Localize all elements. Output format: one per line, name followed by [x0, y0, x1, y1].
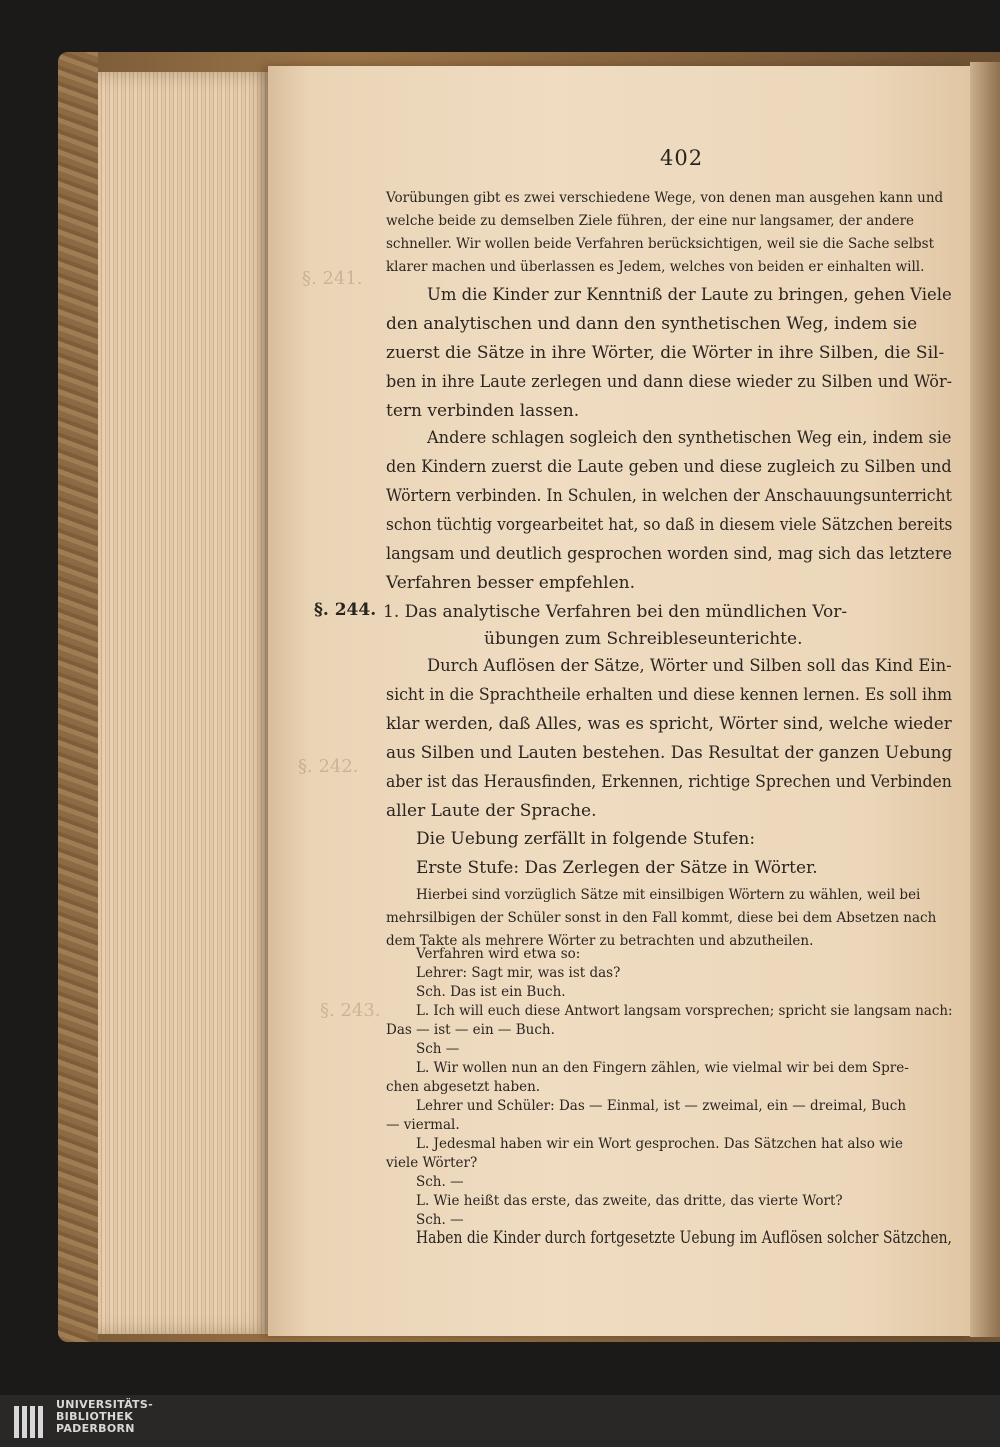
text-line: Erste Stufe: Das Zerlegen der Sätze in Wörter. — [416, 858, 818, 878]
logo-line-2: BIBLIOTHEK — [56, 1410, 134, 1423]
text-line: Vorübungen gibt es zwei verschiedene Wege, von denen man ausgehen kann und — [386, 190, 944, 206]
text-line: dem Takte als mehrere Wörter zu betrachten und abzutheilen. — [386, 933, 814, 949]
text-line: Durch Auflösen der Sätze, Wörter und Silben soll das Kind Ein- — [427, 656, 952, 676]
text-line: Lehrer: Sagt mir, was ist das? — [416, 965, 621, 981]
text-line: 1. Das analytische Verfahren bei den mündlichen Vor- — [383, 602, 848, 622]
book-cover-edge — [58, 52, 98, 1342]
text-line: L. Jedesmal haben wir ein Wort gesprochen. Das Sätzchen hat also wie — [416, 1136, 903, 1152]
text-line: welche beide zu demselben Ziele führen, der eine nur langsamer, der andere — [386, 213, 915, 229]
page-number: 402 — [660, 146, 704, 170]
text-line: langsam und deutlich gesprochen worden sind, mag sich das letztere — [386, 544, 953, 564]
text-line: Verfahren wird etwa so: — [416, 946, 581, 962]
text-line: Sch. — — [416, 1212, 464, 1228]
text-line: schon tüchtig vorgearbeitet hat, so daß in diesem viele Sätzchen bereits — [386, 515, 953, 535]
bleed-through-mark: §. 242. — [298, 756, 359, 777]
text-line: tern verbinden lassen. — [386, 401, 580, 421]
text-line: Sch. — — [416, 1174, 464, 1190]
text-line: L. Ich will euch diese Antwort langsam vorsprechen; spricht sie langsam nach: — [416, 1003, 953, 1019]
text-line: Das — ist — ein — Buch. — [386, 1022, 555, 1038]
text-line: Haben die Kinder durch fortgesetzte Uebung im Auflösen solcher Sätzchen, — [416, 1228, 952, 1248]
text-line: ben in ihre Laute zerlegen und dann diese wieder zu Silben und Wör- — [386, 372, 953, 392]
bleed-through-mark: §. 243. — [320, 1000, 381, 1021]
text-line: viele Wörter? — [386, 1155, 478, 1171]
text-line: Hierbei sind vorzüglich Sätze mit einsilbigen Wörtern zu wählen, weil bei — [416, 887, 921, 903]
text-line: den Kindern zuerst die Laute geben und diese zugleich zu Silben und — [386, 457, 952, 477]
text-line: L. Wir wollen nun an den Fingern zählen, wie vielmal wir bei dem Spre- — [416, 1060, 909, 1076]
text-line: chen abgesetzt haben. — [386, 1079, 541, 1095]
text-line: Sch — — [416, 1041, 460, 1057]
text-line: Lehrer und Schüler: Das — Einmal, ist — zweimal, ein — dreimal, Buch — [416, 1098, 907, 1114]
page-stack — [98, 72, 278, 1334]
text-line: klar werden, daß Alles, was es spricht, Wörter sind, welche wieder — [386, 714, 952, 734]
text-line: Verfahren besser empfehlen. — [386, 573, 636, 593]
text-line: sicht in die Sprachtheile erhalten und diese kennen lernen. Es soll ihm — [386, 685, 953, 705]
text-line: Die Uebung zerfällt in folgende Stufen: — [416, 829, 756, 849]
text-line: L. Wie heißt das erste, das zweite, das dritte, das vierte Wort? — [416, 1193, 843, 1209]
text-line: Wörtern verbinden. In Schulen, in welchen der Anschauungsunterricht — [386, 486, 952, 506]
text-line: mehrsilbigen der Schüler sonst in den Fall kommt, diese bei dem Absetzen nach — [386, 910, 937, 926]
text-line: aller Laute der Sprache. — [386, 801, 597, 821]
text-line: Andere schlagen sogleich den synthetischen Weg ein, indem sie — [427, 428, 952, 448]
text-line: den analytischen und dann den synthetischen Weg, indem sie — [386, 314, 918, 334]
text-line: aus Silben und Lauten bestehen. Das Resultat der ganzen Uebung — [386, 743, 953, 763]
page-gutter — [970, 62, 1000, 1337]
bleed-through-mark: §. 241. — [302, 268, 363, 289]
text-line: Um die Kinder zur Kenntniß der Laute zu bringen, gehen Viele — [427, 285, 952, 305]
text-line: schneller. Wir wollen beide Verfahren berücksichtigen, weil sie die Sache selbst — [386, 236, 935, 252]
text-line: Sch. Das ist ein Buch. — [416, 984, 566, 1000]
text-line: zuerst die Sätze in ihre Wörter, die Wörter in ihre Silben, die Sil- — [386, 343, 945, 363]
text-line: klarer machen und überlassen es Jedem, welches von beiden er einhalten will. — [386, 259, 925, 275]
library-logo-text — [56, 1399, 153, 1435]
text-line: übungen zum Schreibleseunterichte. — [484, 629, 803, 649]
logo-line-1: UNIVERSITÄTS- — [56, 1398, 153, 1411]
section-number: §. 244. — [314, 600, 377, 620]
library-logo-icon — [12, 1402, 48, 1442]
text-line: — viermal. — [386, 1117, 460, 1133]
logo-line-3: PADERBORN — [56, 1422, 135, 1435]
text-line: aber ist das Herausfinden, Erkennen, richtige Sprechen und Verbinden — [386, 772, 952, 792]
